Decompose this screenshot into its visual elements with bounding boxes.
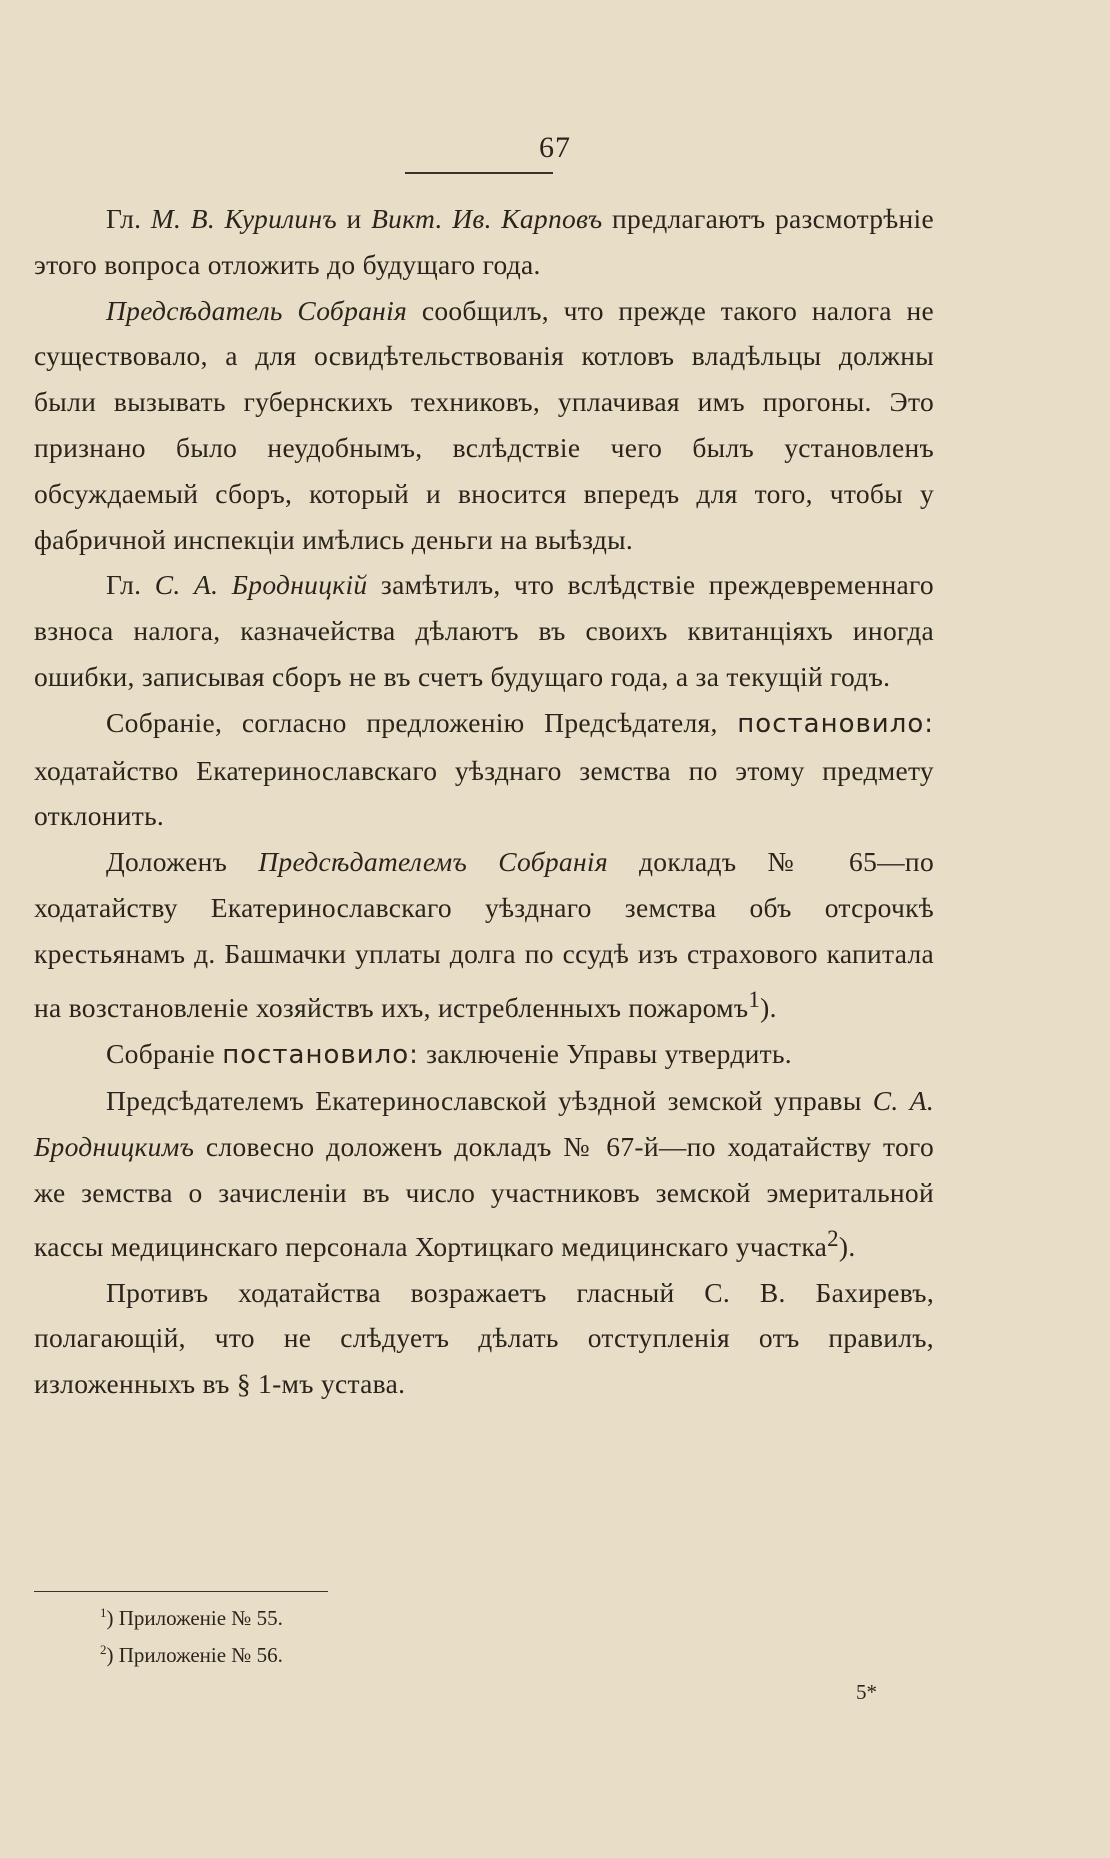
- paragraph: [34, 562, 934, 699]
- text-run: словесно доложенъ докладъ № 67-й—по ходатайству того же земства о зачисленіи въ число участниковъ земской эмеритальной кассы медицинскаго персонала Хортицкаго медицинскаго участка: [34, 1131, 934, 1262]
- paragraph: [34, 700, 934, 839]
- paragraph: [34, 839, 934, 1030]
- italic-name: Викт. Ив. Карповъ: [371, 203, 603, 234]
- footnote-ref: 1: [748, 986, 761, 1012]
- resolution-keyword: постановило:: [222, 1039, 419, 1070]
- text-run: Доложенъ: [106, 846, 259, 878]
- text-run: заключеніе Управы утвердить.: [418, 1037, 792, 1069]
- text-run: ).: [838, 1230, 856, 1262]
- text-run: ).: [760, 991, 777, 1023]
- page-number: 67: [539, 131, 571, 164]
- italic-name: М. В. Курилинъ: [150, 203, 338, 234]
- italic-name: С. А. Бродницкій: [154, 569, 368, 601]
- text-run: Собраніе, согласно предложенію Предсѣдателя,: [106, 706, 738, 738]
- italic-name: Предсѣдатель Собранія: [106, 294, 408, 326]
- text-run: предлагаютъ разсмотрѣніе этого вопроса отложить до будущаго года.: [34, 203, 934, 280]
- footnote: [100, 1634, 283, 1671]
- text-run: Противъ ходатайства возражаетъ гласный С. В. Бахиревъ, полагающій, что не слѣдуетъ дѣлать отступленія отъ правилъ, изложенныхъ въ § 1-мъ устава.: [34, 1276, 934, 1400]
- text-run: Предсѣдателемъ Екатеринославской уѣздной земской управы: [106, 1085, 873, 1117]
- text-run: Гл.: [106, 203, 151, 234]
- paragraph: [34, 1270, 934, 1407]
- text-run: ходатайство Екатеринославскаго уѣзднаго земства по этому предмету отклонить.: [34, 754, 934, 832]
- signature-mark: 5*: [856, 1680, 877, 1704]
- italic-name: Предсѣдателемъ Собранія: [258, 846, 608, 878]
- italic-name: С. А. Бродницкимъ: [34, 1085, 935, 1163]
- paragraph: [34, 1031, 934, 1079]
- footnote-text: ) Приложеніе № 55.: [106, 1606, 283, 1630]
- paragraph: [34, 1078, 934, 1269]
- footnote: [100, 1597, 283, 1634]
- text-run: Гл.: [106, 569, 155, 601]
- text-run: замѣтилъ, что вслѣдствіе преждевременнаго взноса налога, казначейства дѣлаютъ въ своихъ квитанціяхъ иногда ошибки, записывая сборъ не въ счетъ будущаго года, а за текущій годъ.: [34, 569, 934, 692]
- header-rule: [405, 172, 553, 174]
- paragraph: [34, 288, 934, 563]
- footnote-mark: 2: [100, 1642, 107, 1657]
- text-run: сообщилъ, что прежде такого налога не существовало, а для освидѣтельствованія котловъ владѣльцы должны были вызывать губернскихъ техниковъ, уплачивая имъ прогоны. Это признано было неудобнымъ, вслѣдствіе чего былъ установленъ обсуждаемый сборъ, который и вносится впередъ для того, чтобы у фабричной инспекціи имѣлись деньги на выѣзды.: [34, 294, 934, 555]
- text-run: Собраніе: [106, 1037, 223, 1069]
- footnote-rule: [34, 1591, 328, 1592]
- footnotes: [100, 1597, 283, 1671]
- footnote-mark: 1: [100, 1605, 107, 1620]
- resolution-keyword: постановило:: [737, 708, 934, 739]
- text-run: докладъ № 65—по ходатайству Екатеринославскаго уѣзднаго земства объ отсрочкѣ крестьянамъ д. Башмачки уплаты долга по ссудѣ изъ страхового капитала на возстановленіе хозяйствъ ихъ, истребленныхъ пожаромъ: [34, 846, 934, 1023]
- footnote-text: ) Приложеніе № 56.: [106, 1643, 283, 1667]
- body-text: [34, 196, 934, 1407]
- footnote-ref: 2: [827, 1225, 839, 1251]
- text-run: и: [337, 203, 372, 234]
- paragraph: [34, 196, 934, 288]
